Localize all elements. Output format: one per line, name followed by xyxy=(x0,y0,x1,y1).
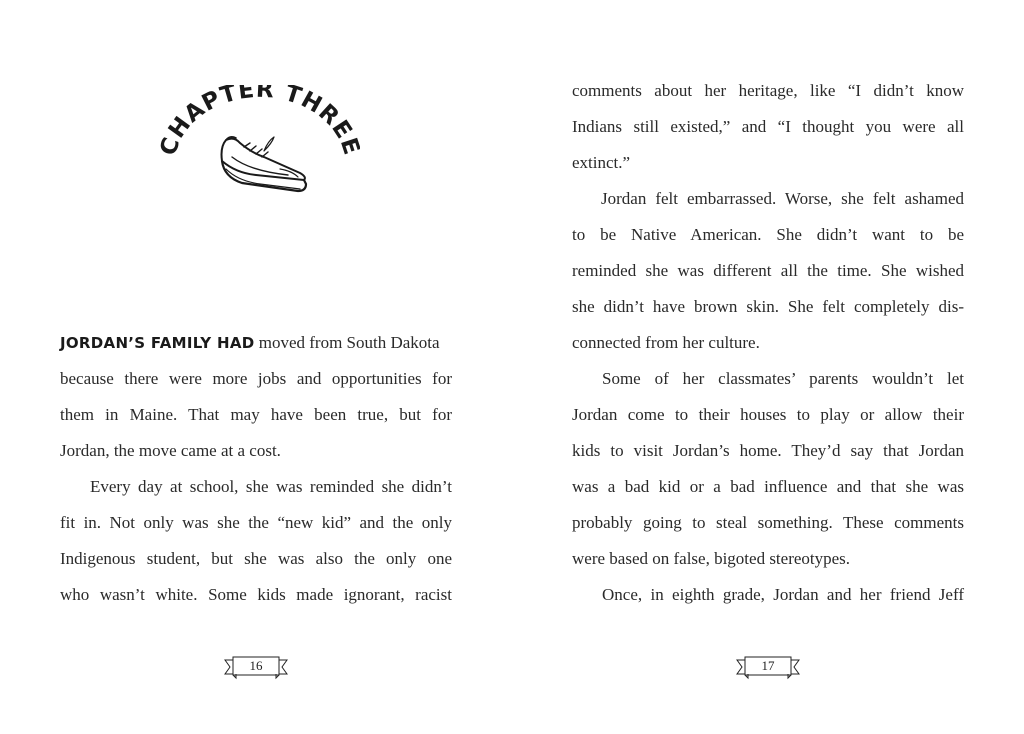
text-line: Indigenous student, but she was also the only one xyxy=(60,549,452,568)
text-line: because there were more jobs and opportunities for xyxy=(60,369,452,388)
text-line: Indians still existed,” and “I thought you were all xyxy=(572,117,964,136)
page-number-banner xyxy=(223,654,289,680)
page-number: 16 xyxy=(249,658,263,673)
text-line: comments about her heritage, like “I didn’t know xyxy=(572,81,964,100)
text-line: was a bad kid or a bad influence and that she was xyxy=(572,477,964,496)
text-line: Jordan come to their houses to play or allow their xyxy=(572,405,964,424)
text-line: extinct.” xyxy=(572,153,631,172)
text-line-remainder: moved from South Dakota xyxy=(254,333,440,352)
text-line: Jordan felt embarrassed. Worse, she felt ashamed xyxy=(601,189,964,208)
text-line: Every day at school, she was reminded she didn’t xyxy=(90,477,452,496)
text-line: reminded she was different all the time. She wished xyxy=(572,261,964,280)
text-line: Jordan, the move came at a cost. xyxy=(60,441,281,460)
text-line: to be Native American. She didn’t want to be xyxy=(572,225,964,244)
page-number: 17 xyxy=(761,658,775,673)
page-number-banner xyxy=(735,654,801,680)
text-line: connected from her culture. xyxy=(572,333,760,352)
chapter-heading-art xyxy=(160,85,360,210)
text-line: who wasn’t white. Some kids made ignorant, racist xyxy=(60,585,452,604)
chapter-lead-in: JORDAN’S FAMILY HAD xyxy=(60,334,255,352)
text-line: Some of her classmates’ parents wouldn’t let xyxy=(602,369,964,388)
text-line: fit in. Not only was she the “new kid” and the only xyxy=(60,513,452,532)
text-line: she didn’t have brown skin. She felt completely dis- xyxy=(572,297,964,316)
sneaker-icon xyxy=(222,137,307,191)
text-line: kids to visit Jordan’s home. They’d say that Jordan xyxy=(572,441,964,460)
chapter-heading xyxy=(160,85,360,210)
text-line: probably going to steal something. These comments xyxy=(572,513,964,532)
chapter-title: HAPTER THRE xyxy=(163,85,358,145)
text-line: them in Maine. That may have been true, but for xyxy=(60,405,452,424)
right-page xyxy=(512,0,1024,734)
text-line xyxy=(60,332,452,354)
text-line: Once, in eighth grade, Jordan and her friend Jeff xyxy=(602,585,964,604)
text-line: were based on false, bigoted stereotypes. xyxy=(572,549,851,568)
